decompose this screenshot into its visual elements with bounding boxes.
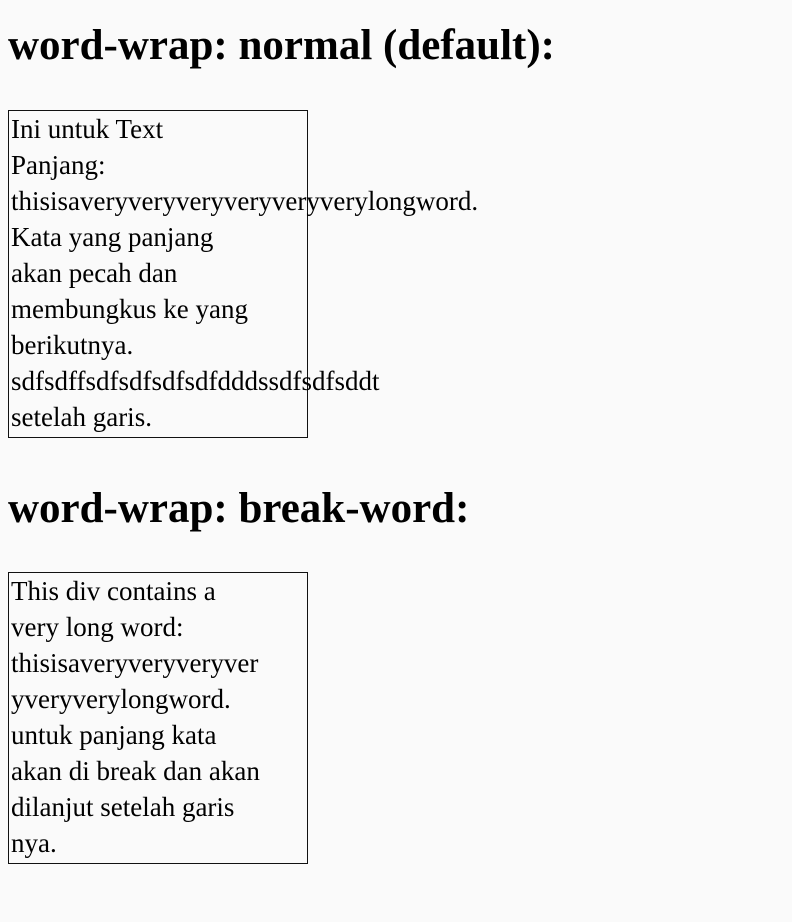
- text-line: Panjang:: [11, 150, 106, 180]
- word-wrap-normal-box: [8, 110, 479, 438]
- text-line: untuk panjang kata: [11, 720, 217, 750]
- text-line: sdfsdffsdfsdfsdfsdfdddssdfsdfsddt: [11, 366, 380, 396]
- text-line: nya.: [11, 828, 57, 858]
- text-line: Kata yang panjang: [11, 222, 214, 252]
- text-line: akan di break dan akan: [11, 756, 260, 786]
- heading-word-wrap-break-word: word-wrap: break-word:: [8, 485, 470, 532]
- text-line: very long word:: [11, 612, 184, 642]
- text-line: setelah garis.: [11, 402, 152, 432]
- text-line: membungkus ke yang: [11, 294, 248, 324]
- text-line: akan pecah dan: [11, 258, 178, 288]
- text-line: thisisaveryveryveryveryveryverylongword.: [11, 186, 479, 216]
- text-line: berikutnya.: [11, 330, 134, 360]
- text-line: Ini untuk Text: [11, 114, 164, 144]
- text-line: This div contains a: [11, 576, 216, 606]
- text-line: thisisaveryveryveryver: [11, 648, 259, 678]
- heading-word-wrap-normal: word-wrap: normal (default):: [8, 22, 555, 69]
- text-line: yveryverylongword.: [11, 684, 231, 714]
- word-wrap-break-word-box: [8, 572, 308, 864]
- text-line: dilanjut setelah garis: [11, 792, 235, 822]
